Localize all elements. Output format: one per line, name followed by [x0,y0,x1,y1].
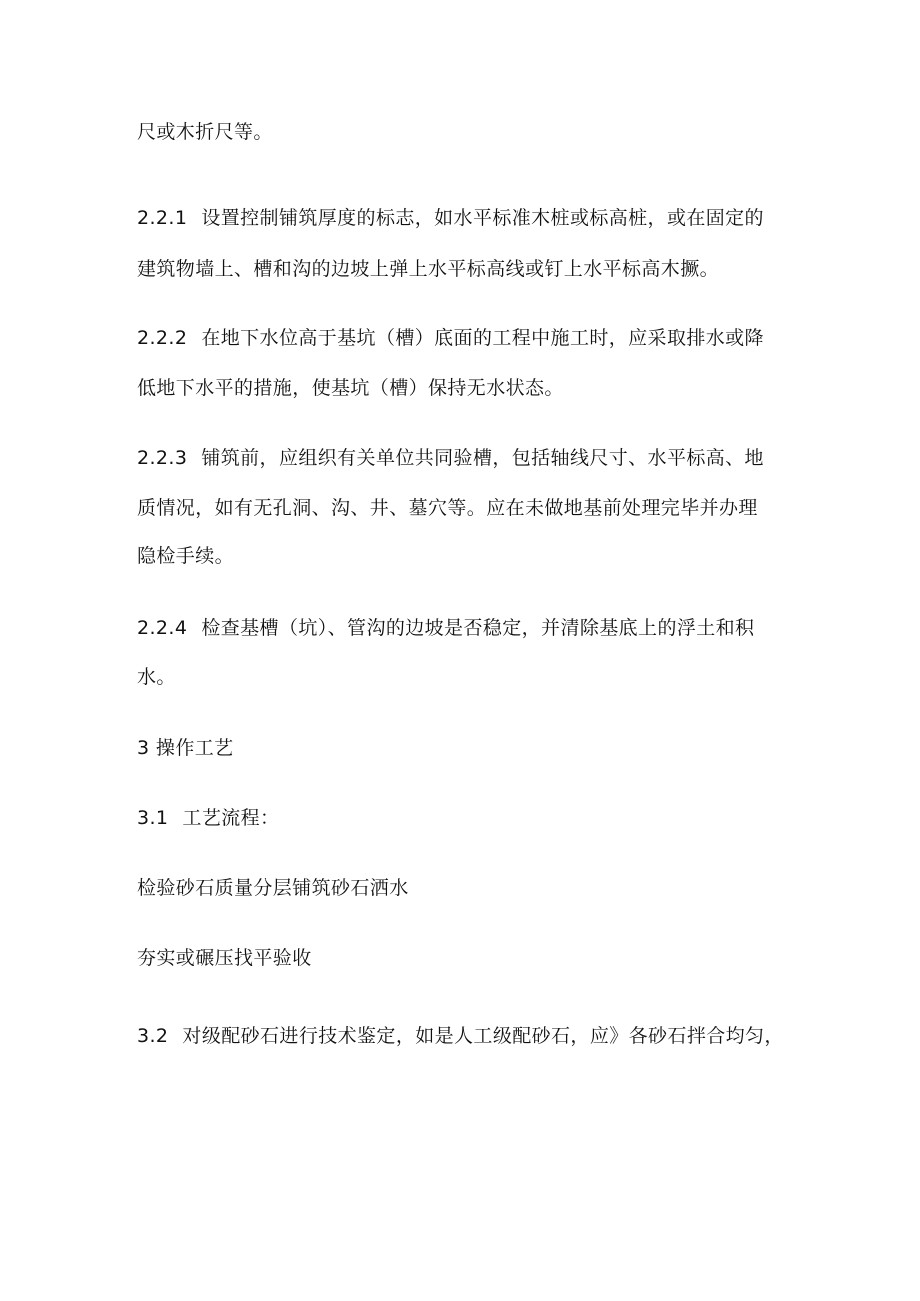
text-line-8 [137,543,797,569]
line-text: 工艺流程： [182,807,280,829]
line-text: 3 操作工艺 [137,737,234,759]
text-line-3 [137,256,797,282]
text-line-9 [137,615,797,641]
text-line-14 [137,945,797,971]
line-text: 设置控制铺筑厚度的标志，如水平标准木桩或标高桩，或在固定的 [201,207,764,229]
line-text: 铺筑前，应组织有关单位共同验槽，包括轴线尺寸、水平标高、地 [201,447,764,469]
line-text: 对级配砂石进行技术鉴定，如是人工级配砂石，应》各砂石拌合均匀， [182,1025,784,1047]
line-text: 建筑物墙上、槽和沟的边坡上弹上水平标高线或钉上水平标高木撅。 [137,258,720,280]
section-number: 2.2.4 [137,617,188,639]
text-line-2 [137,205,797,231]
text-line-7 [137,495,797,521]
text-line-15 [137,1023,797,1049]
text-line-4 [137,325,797,351]
section-number: 3.1 [137,807,169,829]
section-number: 2.2.2 [137,327,188,349]
line-text: 在地下水位高于基坑（槽）底面的工程中施工时，应采取排水或降 [201,327,764,349]
line-text: 尺或木折尺等。 [137,121,273,143]
line-text: 检验砂石质量分层铺筑砂石洒水 [137,877,409,899]
text-line-10 [137,664,797,690]
section-number: 3.2 [137,1025,169,1047]
section-number: 2.2.1 [137,207,188,229]
text-line-13 [137,875,797,901]
text-line-12 [137,805,797,831]
text-line-1 [137,119,797,145]
line-text: 低地下水平的措施，使基坑（槽）保持无水状态。 [137,377,564,399]
line-text: 隐检手续。 [137,545,235,567]
text-line-11 [137,735,797,761]
line-text: 质情况，如有无孔洞、沟、井、墓穴等。应在未做地基前处理完毕并办理 [137,497,758,519]
text-line-5 [137,375,797,401]
line-text: 夯实或碾压找平验收 [137,947,312,969]
line-text: 水。 [137,666,176,688]
text-line-6 [137,445,797,471]
section-number: 2.2.3 [137,447,188,469]
line-text: 检查基槽（坑）、管沟的边坡是否稳定，并清除基底上的浮土和积 [201,617,755,639]
